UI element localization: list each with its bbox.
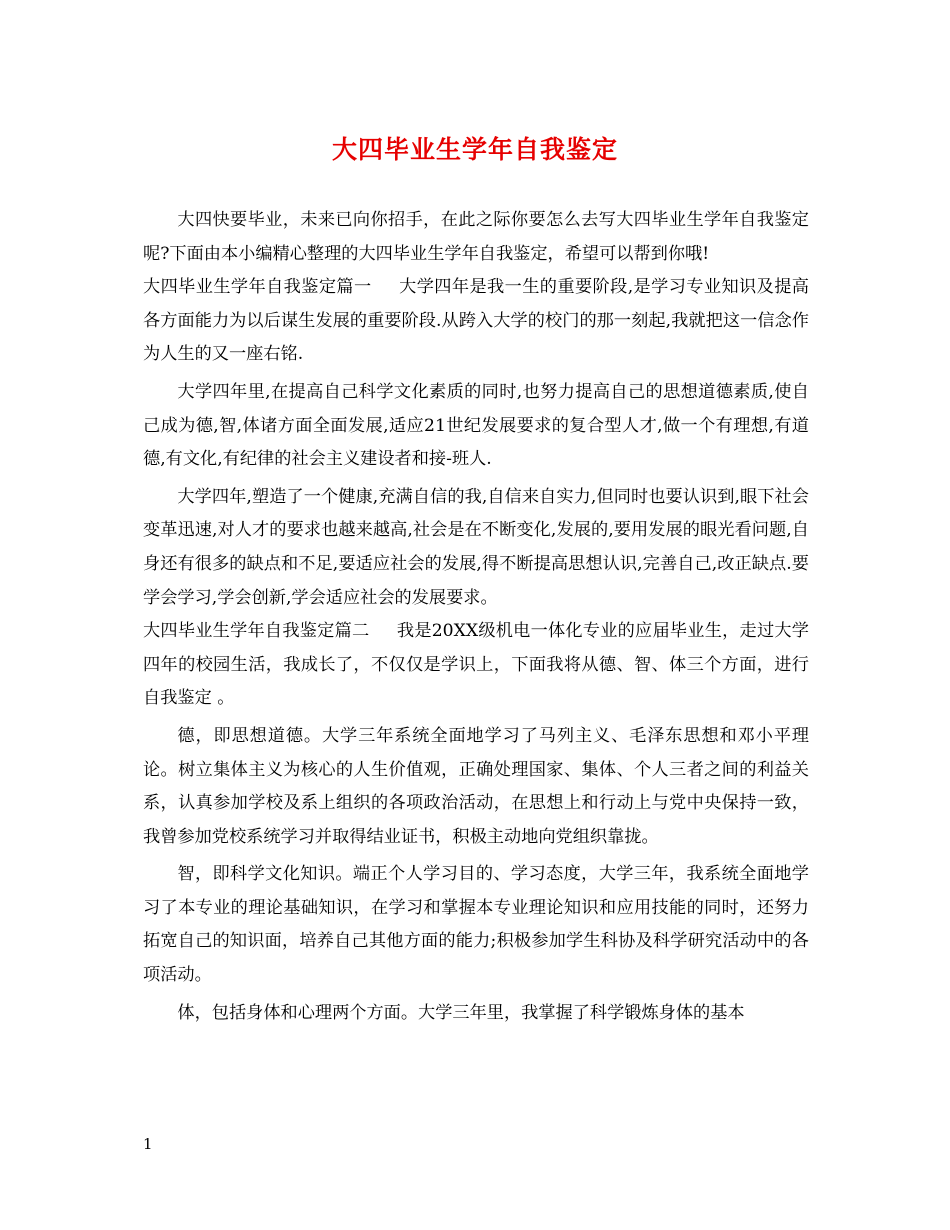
paragraph-intro: 大四快要毕业，未来已向你招手，在此之际你要怎么去写大四毕业生学年自我鉴定呢?下面由本小编精心整理的大四毕业生学年自我鉴定，希望可以帮到你哦! <box>143 210 809 264</box>
paragraph-morality: 德，即思想道德。大学三年系统全面地学习了马列主义、毛泽东思想和邓小平理论。树立集体主义为核心的人生价值观，正确处理国家、集体、个人三者之间的利益关系，认真参加学校及系上组织的各项政治活动，在思想上和行动上与党中央保持一致，我曾参加党校系统学习并取得结业证书，积极主动地向党组织靠拢。 <box>143 725 809 847</box>
section-heading-two: 大四毕业生学年自我鉴定篇二 <box>143 621 370 642</box>
paragraph-physique: 体，包括身体和心理两个方面。大学三年里，我掌握了科学锻炼身体的基本 <box>177 1002 745 1023</box>
section-one-text: 大学四年是我一生的重要阶段,是学习专业知识及提高各方面能力为以后谋生发展的重要阶段.从跨入大学的校门的那一刻起,我就把这一信念作为人生的又一座右铭. <box>143 277 809 365</box>
paragraph-four-years-growth: 大学四年,塑造了一个健康,充满自信的我,自信来自实力,但同时也要认识到,眼下社会变革迅速,对人才的要求也越来越高,社会是在不断变化,发展的,要用发展的眼光看问题,自身还有很多的缺点和不足,要适应社会的发展,得不断提高思想认识,完善自己,改正缺点.要学会学习,学会创新,学会适应社会的发展要求。 <box>143 486 809 608</box>
paragraph-section-one <box>143 271 809 372</box>
paragraph-section-two <box>143 615 809 716</box>
paragraph-intellect: 智，即科学文化知识。端正个人学习目的、学习态度，大学三年，我系统全面地学习了本专业的理论基础知识，在学习和掌握本专业理论知识和应用技能的同时，还努力拓宽自己的知识面，培养自己其他方面的能力;积极参加学生科协及科学研究活动中的各项活动。 <box>143 864 809 986</box>
section-two-text: 我是20XX级机电一体化专业的应届毕业生，走过大学四年的校园生活，我成长了，不仅仅是学识上，下面我将从德、智、体三个方面，进行 自我鉴定 。 <box>143 621 809 709</box>
paragraph-four-years-inside: 大学四年里,在提高自己科学文化素质的同时,也努力提高自己的思想道德素质,使自己成为德,智,体诸方面全面发展,适应21世纪发展要求的复合型人才,做一个有理想,有道德,有文化,有纪律的社会主义建设者和接-班人. <box>143 381 809 470</box>
section-heading-one: 大四毕业生学年自我鉴定篇一 <box>143 277 372 298</box>
document-body <box>143 204 809 1030</box>
page-number: 1 <box>143 1135 153 1153</box>
document-title: 大四毕业生学年自我鉴定 <box>331 135 618 164</box>
